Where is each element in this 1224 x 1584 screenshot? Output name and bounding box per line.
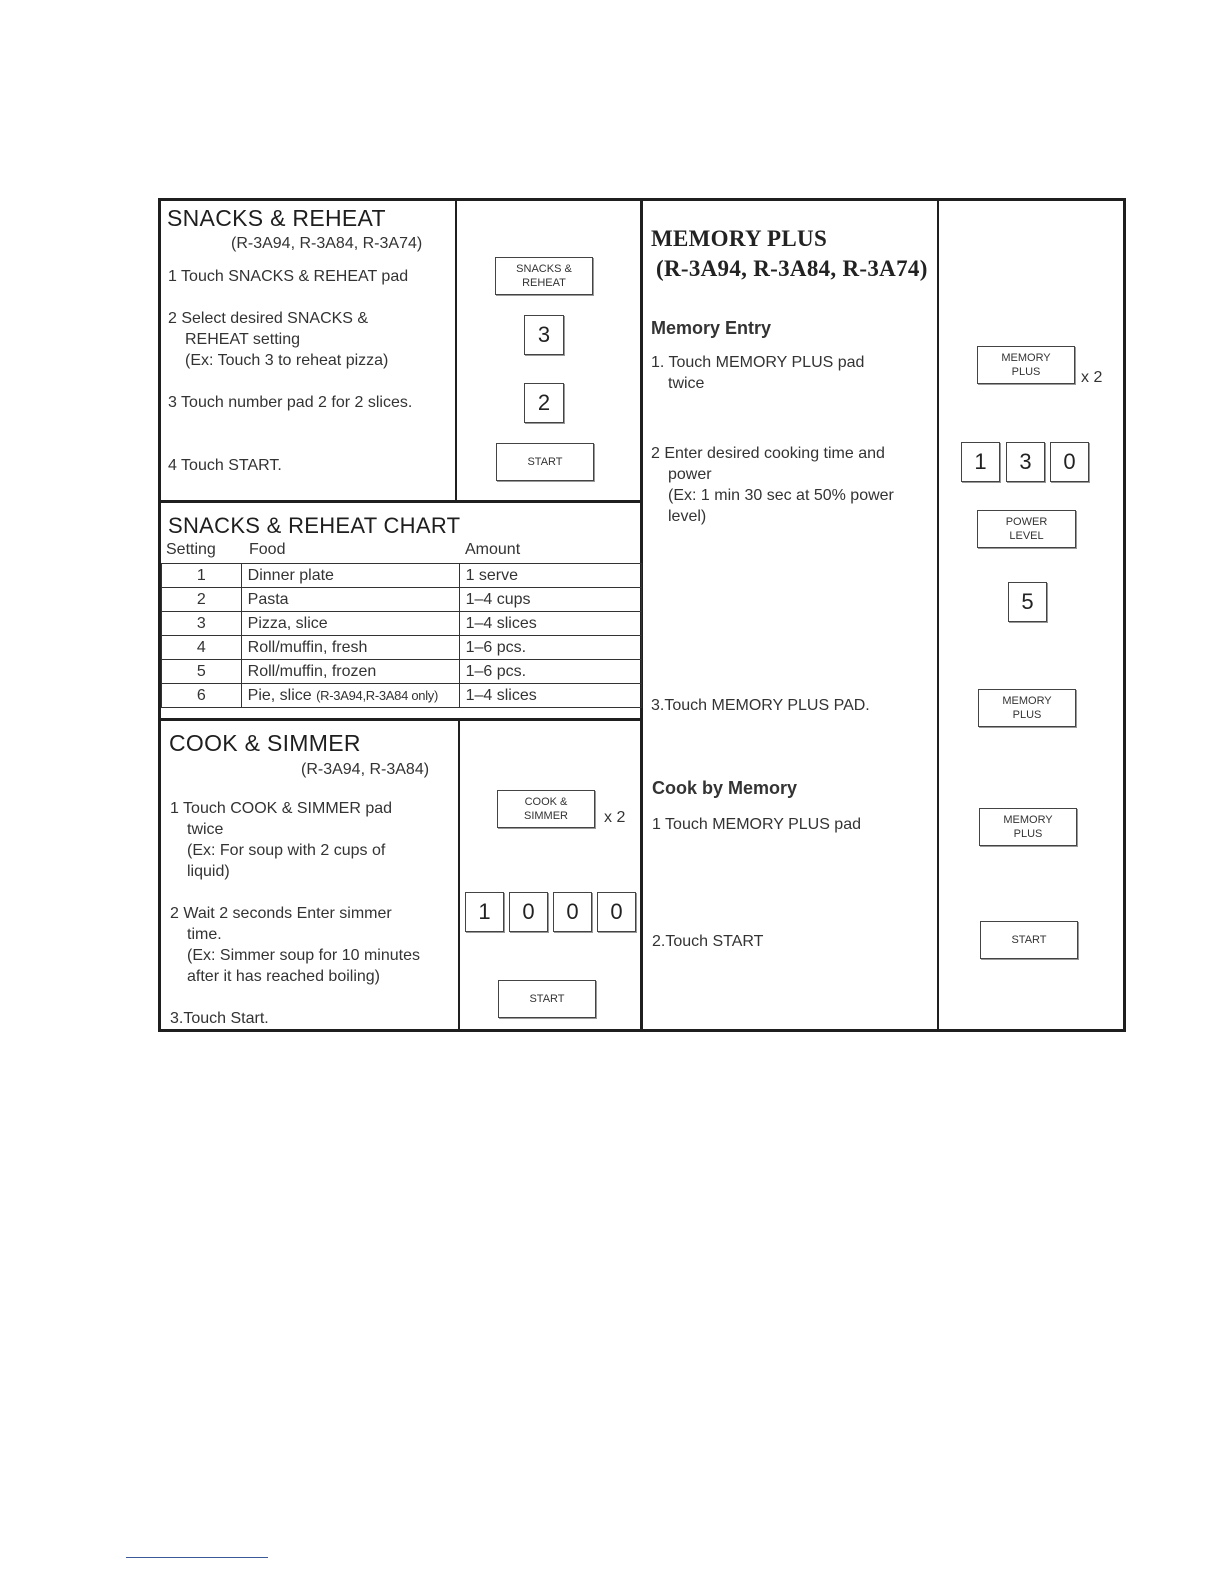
memory-digit-key: 0 xyxy=(1050,442,1089,482)
cook-models: (R-3A94, R-3A84) xyxy=(301,761,430,778)
cook-step-1-line-2: twice xyxy=(187,821,224,838)
memory-digit-key: 1 xyxy=(961,442,1000,482)
memory-plus-pad-entry xyxy=(977,346,1075,384)
memory-plus-pad-cook xyxy=(979,808,1077,846)
memory-store-pad-line-2: PLUS xyxy=(1012,709,1042,721)
snacks-step-2-line-2: REHEAT setting xyxy=(185,331,301,348)
cook-digit-key: 0 xyxy=(553,892,592,932)
cook-step-3: 3.Touch Start. xyxy=(170,1010,269,1027)
chart-amount: 1 serve xyxy=(459,564,641,588)
chart-food: Roll/muffin, fresh xyxy=(241,636,459,660)
cook-by-memory-step-2: 2.Touch START xyxy=(652,933,764,950)
cook-step-1-line-1: 1 Touch COOK & SIMMER pad xyxy=(170,800,393,817)
chart-amount: 1–4 cups xyxy=(459,588,641,612)
memory-times-label: x 2 xyxy=(1081,369,1103,386)
chart-amount: 1–6 pcs. xyxy=(459,636,641,660)
memory-entry-step-2-line-1: 2 Enter desired cooking time and xyxy=(651,445,885,462)
snacks-step-2 xyxy=(168,308,388,371)
chart-food: Pasta xyxy=(241,588,459,612)
memory-models: (R-3A94, R-3A84, R-3A74) xyxy=(656,256,928,281)
power-pad-line-2: LEVEL xyxy=(1009,530,1044,542)
cook-start-pad: START xyxy=(498,980,596,1018)
snacks-step-2-line-3: (Ex: Touch 3 to reheat pizza) xyxy=(185,352,389,369)
cook-times-label: x 2 xyxy=(604,809,626,826)
snacks-step-3: 3 Touch number pad 2 for 2 slices. xyxy=(168,394,413,411)
memory-start-pad: START xyxy=(980,921,1078,959)
snacks-pad-line-2: REHEAT xyxy=(522,277,566,289)
chart-food: Dinner plate xyxy=(241,564,459,588)
memory-cook-pad-line-2: PLUS xyxy=(1013,828,1043,840)
memory-store-pad-line-1: MEMORY xyxy=(1002,695,1052,707)
memory-title: MEMORY PLUS xyxy=(651,226,828,251)
memory-entry-step-1 xyxy=(651,352,864,394)
cook-by-memory-title: Cook by Memory xyxy=(652,778,798,798)
memory-entry-step-2-line-4: level) xyxy=(668,508,707,525)
cook-step-2 xyxy=(170,903,420,987)
table-row xyxy=(162,612,642,636)
memory-digit-key: 3 xyxy=(1006,442,1045,482)
chart-food: Pizza, slice xyxy=(241,612,459,636)
cook-step-1-line-4: liquid) xyxy=(187,863,230,880)
memory-entry-title: Memory Entry xyxy=(651,318,772,338)
cook-step-2-line-1: 2 Wait 2 seconds Enter simmer xyxy=(170,905,392,922)
memory-pad-line-1: MEMORY xyxy=(1001,352,1051,364)
snacks-models: (R-3A94, R-3A84, R-3A74) xyxy=(231,235,423,252)
chart-col-food: Food xyxy=(249,541,286,558)
snacks-reheat-pad xyxy=(495,257,593,295)
cook-digit-key: 1 xyxy=(465,892,504,932)
memory-entry-step-2 xyxy=(651,443,894,527)
number-key-2: 2 xyxy=(524,383,564,423)
cook-pad-line-2: SIMMER xyxy=(524,810,568,822)
snacks-start-pad: START xyxy=(496,443,594,481)
memory-entry-step-2-line-2: power xyxy=(668,466,712,483)
divider-cook-column xyxy=(458,720,460,1030)
chart-setting: 3 xyxy=(162,612,242,636)
memory-entry-step-1-line-2: twice xyxy=(668,375,705,392)
chart-amount: 1–6 pcs. xyxy=(459,660,641,684)
chart-col-setting: Setting xyxy=(166,541,216,558)
table-row xyxy=(162,564,642,588)
chart-setting: 5 xyxy=(162,660,242,684)
chart-food-note: (R-3A94,R-3A84 only) xyxy=(316,687,439,703)
chart-food: Pie, slice xyxy=(247,686,312,704)
cook-step-1 xyxy=(170,798,392,882)
cook-step-1-line-3: (Ex: For soup with 2 cups of xyxy=(187,842,386,859)
memory-plus-pad-store xyxy=(978,689,1076,727)
snacks-pad-line-1: SNACKS & xyxy=(516,263,572,275)
cook-step-2-line-4: after it has reached boiling) xyxy=(187,968,380,985)
snacks-step-2-line-1: 2 Select desired SNACKS & xyxy=(168,310,369,327)
snacks-title: SNACKS & REHEAT xyxy=(167,205,386,231)
memory-cook-pad-line-1: MEMORY xyxy=(1003,814,1053,826)
memory-entry-step-2-line-3: (Ex: 1 min 30 sec at 50% power xyxy=(668,487,894,504)
chart-setting: 6 xyxy=(162,684,242,708)
chart-amount: 1–4 slices xyxy=(459,684,641,708)
chart-setting: 2 xyxy=(162,588,242,612)
memory-entry-step-3: 3.Touch MEMORY PLUS PAD. xyxy=(651,697,870,714)
chart-food-cell xyxy=(241,684,459,708)
cook-by-memory-step-1: 1 Touch MEMORY PLUS pad xyxy=(652,816,861,833)
snacks-step-4: 4 Touch START. xyxy=(168,457,282,474)
cook-digit-key: 0 xyxy=(597,892,636,932)
divider-left-column xyxy=(455,200,457,502)
table-row xyxy=(162,636,642,660)
chart-amount: 1–4 slices xyxy=(459,612,641,636)
cook-simmer-pad xyxy=(497,790,595,828)
number-key-5: 5 xyxy=(1008,582,1047,622)
power-pad-line-1: POWER xyxy=(1005,516,1048,528)
table-row xyxy=(162,588,642,612)
snacks-step-1: 1 Touch SNACKS & REHEAT pad xyxy=(168,268,409,285)
cook-title: COOK & SIMMER xyxy=(169,730,361,756)
chart-food: Roll/muffin, frozen xyxy=(241,660,459,684)
number-key-3: 3 xyxy=(524,315,564,355)
cook-step-2-line-2: time. xyxy=(187,926,222,943)
chart-col-amount: Amount xyxy=(465,541,521,558)
snacks-chart-table xyxy=(161,563,642,708)
table-row xyxy=(162,660,642,684)
power-level-pad xyxy=(977,510,1076,548)
cook-step-2-line-3: (Ex: Simmer soup for 10 minutes xyxy=(187,947,420,964)
memory-entry-step-1-line-1: 1. Touch MEMORY PLUS pad xyxy=(651,354,865,371)
cook-digit-key: 0 xyxy=(509,892,548,932)
chart-setting: 1 xyxy=(162,564,242,588)
memory-pad-line-2: PLUS xyxy=(1011,366,1041,378)
divider-chart-cook xyxy=(160,718,641,721)
divider-right-column xyxy=(937,200,939,1030)
chart-title: SNACKS & REHEAT CHART xyxy=(168,513,461,538)
table-row xyxy=(162,684,642,708)
cook-pad-line-1: COOK & xyxy=(524,796,568,808)
footer-rule xyxy=(126,1557,268,1558)
divider-snacks-chart xyxy=(160,500,641,503)
chart-setting: 4 xyxy=(162,636,242,660)
